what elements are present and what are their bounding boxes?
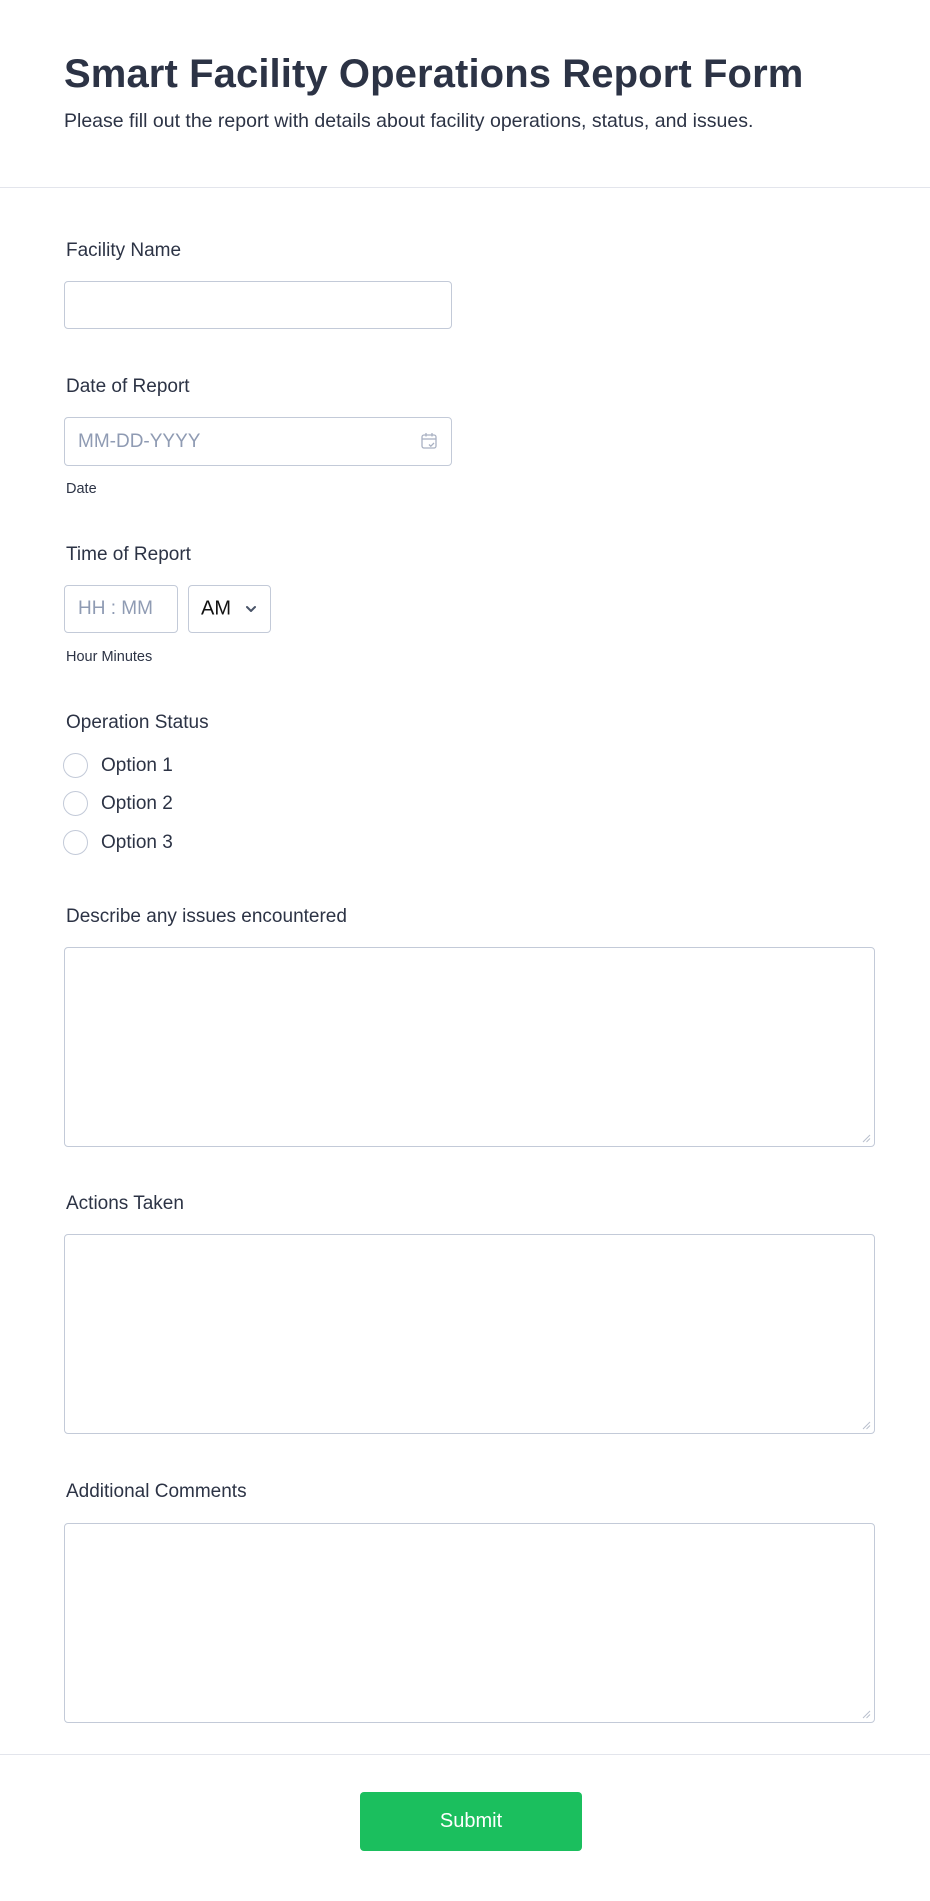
resize-handle-icon[interactable] [862, 1421, 871, 1430]
radio-button[interactable] [63, 830, 88, 855]
time-input[interactable] [64, 585, 178, 633]
chevron-down-icon [245, 605, 257, 613]
issues-textarea[interactable] [64, 947, 875, 1147]
radio-label[interactable]: Option 2 [101, 793, 173, 814]
ampm-selected-value: AM [201, 597, 231, 620]
date-placeholder: MM-DD-YYYY [78, 430, 201, 452]
actions-label: Actions Taken [66, 1193, 184, 1214]
radio-button[interactable] [63, 791, 88, 816]
date-sublabel: Date [66, 481, 97, 497]
actions-textarea[interactable] [64, 1234, 875, 1434]
comments-textarea[interactable] [64, 1523, 875, 1723]
submit-button[interactable]: Submit [360, 1792, 582, 1851]
resize-handle-icon[interactable] [862, 1134, 871, 1143]
resize-handle-icon[interactable] [862, 1710, 871, 1719]
issues-label: Describe any issues encountered [66, 906, 347, 927]
radio-label[interactable]: Option 3 [101, 832, 173, 853]
time-placeholder: HH : MM [78, 598, 153, 619]
form-header [0, 0, 930, 188]
facility-name-input[interactable] [64, 281, 452, 329]
time-of-report-label: Time of Report [66, 544, 191, 565]
page-title: Smart Facility Operations Report Form [64, 52, 804, 96]
operation-status-label: Operation Status [66, 712, 209, 733]
radio-button[interactable] [63, 753, 88, 778]
page-subtitle: Please fill out the report with details about facility operations, status, and issues. [64, 110, 754, 132]
date-of-report-label: Date of Report [66, 376, 190, 397]
radio-label[interactable]: Option 1 [101, 755, 173, 776]
comments-label: Additional Comments [66, 1481, 247, 1502]
footer-divider [0, 1754, 930, 1755]
time-sublabel: Hour Minutes [66, 649, 153, 665]
date-input[interactable] [64, 417, 452, 466]
facility-name-label: Facility Name [66, 240, 182, 261]
calendar-icon[interactable] [421, 432, 437, 450]
ampm-select[interactable] [188, 585, 271, 633]
